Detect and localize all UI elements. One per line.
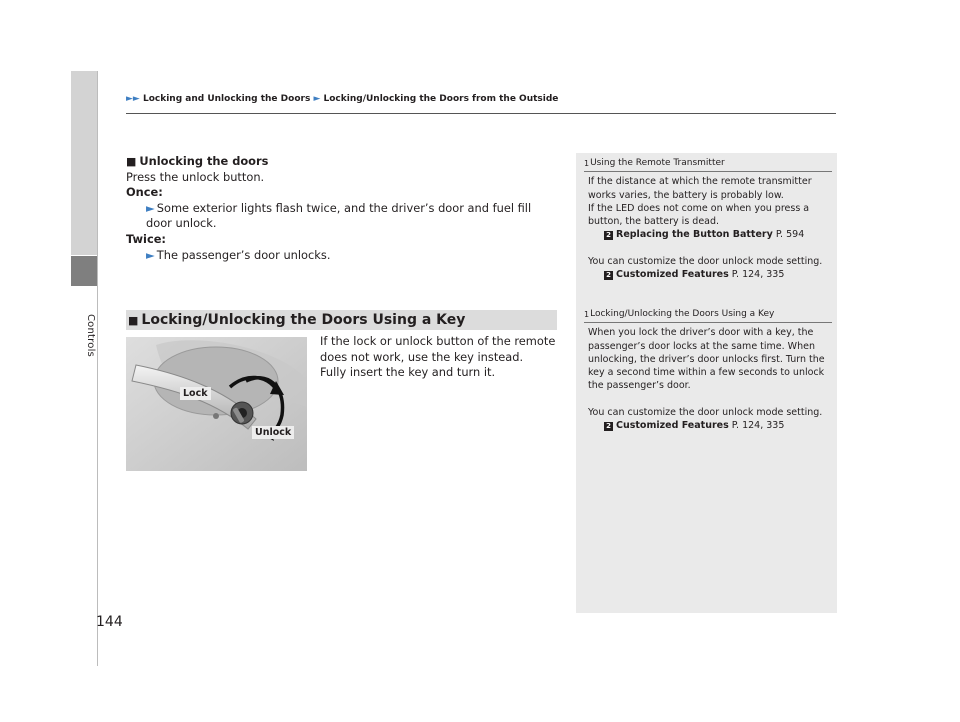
square-bullet-icon: ■	[128, 314, 139, 327]
key-instruction-line: Fully insert the key and turn it.	[320, 365, 496, 380]
page-reference[interactable]: 2 Customized Features P. 124, 335	[584, 268, 832, 281]
note-paragraph: If the LED does not come on when you press a button, the battery is dead.	[588, 202, 810, 228]
once-text: ► Some exterior lights flash twice, and the driver’s door and fuel fill door unlock.	[146, 200, 532, 231]
note-title: 1Locking/Unlocking the Doors Using a Key	[584, 308, 832, 323]
reference-icon: 2	[604, 422, 613, 431]
note-remote-transmitter	[584, 157, 832, 281]
page-reference[interactable]: 2 Replacing the Button Battery P. 594	[584, 228, 832, 241]
twice-label: Twice:	[126, 231, 166, 246]
arrow-icon: ►	[146, 200, 155, 215]
unlock-label: Unlock	[252, 426, 294, 439]
page-reference[interactable]: 2 Customized Features P. 124, 335	[584, 419, 832, 432]
key-instructions	[320, 334, 560, 381]
door-handle-figure	[126, 337, 307, 471]
breadcrumb-arrow-icon: ►►	[126, 94, 140, 104]
sidebar-active-marker	[71, 256, 97, 286]
twice-text: ► The passenger’s door unlocks.	[146, 247, 331, 262]
subheading: ■ Unlocking the doors	[126, 154, 269, 168]
breadcrumb-item[interactable]: Locking and Unlocking the Doors	[142, 94, 311, 104]
arrow-icon: ►	[146, 247, 155, 262]
header-divider	[126, 113, 836, 114]
breadcrumb-item-current: Locking/Unlocking the Doors from the Outside	[323, 94, 559, 104]
reference-icon: 2	[604, 231, 613, 240]
sidebar-divider	[97, 71, 98, 666]
section-heading: ■ Locking/Unlocking the Doors Using a Key	[126, 310, 557, 330]
key-instruction-line: does not work, use the key instead.	[320, 349, 524, 364]
square-bullet-icon: ■	[126, 155, 137, 168]
unlocking-section	[126, 154, 558, 263]
lock-label: Lock	[180, 387, 211, 400]
intro-text: Press the unlock button.	[126, 169, 265, 184]
page-number: 144	[96, 614, 123, 630]
note-paragraph: If the distance at which the remote transmitter works varies, the battery is probably low.	[588, 176, 812, 201]
breadcrumb	[126, 94, 558, 104]
note-paragraph: You can customize the door unlock mode setting.	[588, 255, 823, 267]
note-paragraph: You can customize the door unlock mode setting.	[588, 406, 823, 418]
notes-sidebar	[576, 153, 837, 613]
sidebar-tab-block	[71, 71, 97, 255]
note-title: 1Using the Remote Transmitter	[584, 157, 832, 172]
door-handle-illustration	[126, 337, 307, 471]
key-instruction-line: If the lock or unlock button of the remote	[320, 334, 556, 348]
note-using-key	[584, 308, 832, 432]
reference-icon: 2	[604, 271, 613, 280]
sidebar-section-label: Controls	[85, 314, 96, 357]
breadcrumb-arrow-icon: ►	[313, 94, 321, 104]
note-paragraph: When you lock the driver’s door with a key, the passenger’s door locks at the same time. When unlocking, the driver’s door unlocks first. Turn the key a second time within a few seconds to unlock the passenger’s door.	[588, 327, 825, 392]
once-label: Once:	[126, 185, 163, 200]
